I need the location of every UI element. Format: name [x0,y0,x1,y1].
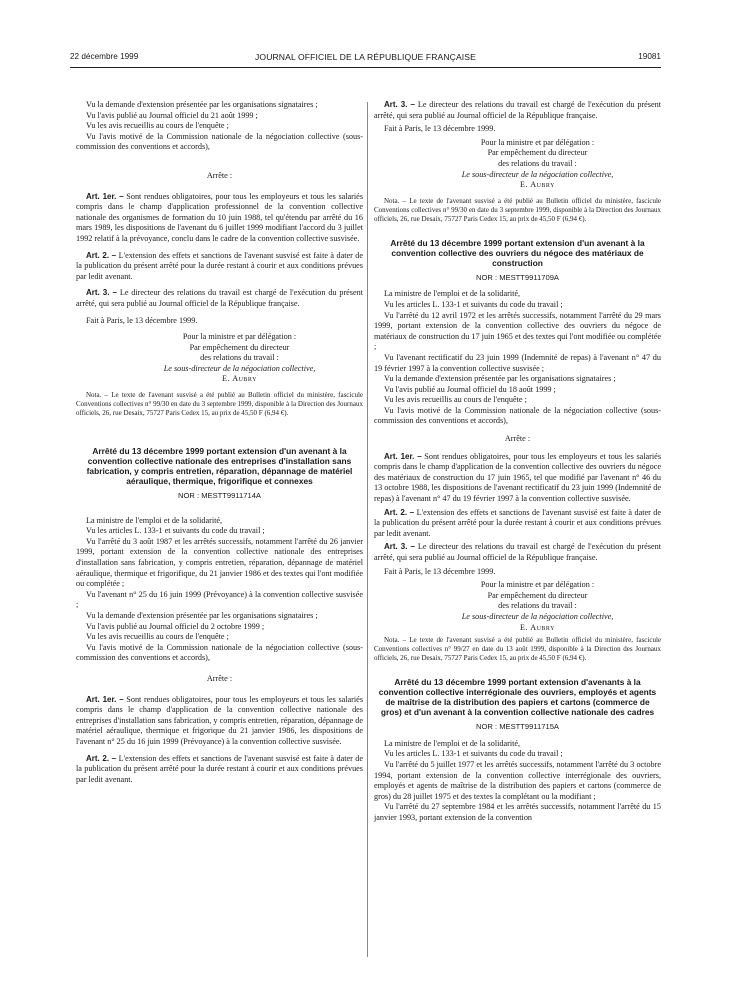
header-page-number: 19081 [638,52,661,61]
article [76,251,363,283]
article-label: Art. 1er. – [86,191,124,201]
article-label: Art. 2. – [384,507,415,517]
signatory-name: E. Aubry [520,180,555,190]
signature-line: Pour la ministre et par délégation : [480,580,595,590]
article-text: Le directeur des relations du travail est chargé de l'exécution du présent arrêté, qui sera publié au Journal officiel de la République française. [374,542,661,562]
article [76,192,363,245]
article-text: L'extension des effets et sanctions de l'avenant susvisé est faite à dater de la publication du présent arrêté pour la durée restant à courir et aux conditions prévues par ledit avenant. [76,753,364,784]
paragraph: Vu l'avenant n° 25 du 16 juin 1999 (Prévoyance) à la convention collective susvisée ; [76,589,363,610]
paragraph: Vu l'arrêté du 27 septembre 1984 et les arrêtés successifs, notamment l'arrêté du 15 janvier 1993, portant extension de la convention [374,802,661,822]
paragraph: Vu l'avis publié au Journal officiel du 18 août 1999 ; [384,384,556,394]
left-column [76,100,363,785]
paragraph: Vu les avis recueillis au cours de l'enquête ; [86,632,229,642]
page-header [70,52,661,66]
arrete-heading: Arrête : [206,170,233,180]
paragraph: Vu les articles L. 133-1 et suivants du code du travail ; [384,749,563,759]
signatory-name: E. Aubry [520,622,555,632]
paragraph: Vu l'avis publié au Journal officiel du 21 août 1999 ; [86,110,258,120]
decree-title: Arrêté du 13 décembre 1999 portant extension d'un avenant à la convention collective nationale des entreprises d'installation sans fabrication, y compris entretien, réparation, dépannage de matériel aéraulique, thermique, frigorifique et connexes [86,446,353,487]
article [374,542,661,563]
paragraph: Vu l'avis motivé de la Commission nationale de la négociation collective (sous-commission des conventions et accords), [374,405,661,426]
paragraph: Vu l'arrêté du 5 juillet 1977 et les arrêtés successifs, notamment l'arrêté du 3 octobre 1994, portant extension de la convention collective interrégionale des ouvriers, employés et agents de maîtrise de la distribution des papiers et cartons (commerce de gros) du 28 juillet 1975 et des textes la complétant ou la modifiant ; [374,759,661,801]
paragraph: Vu la demande d'extension présentée par les organisations signataires ; [384,374,616,384]
signatory-name: E. Aubry [222,374,257,384]
paragraph: Vu l'avis motivé de la Commission nationale de la négociation collective (sous-commission des conventions et accords), [76,131,363,152]
place-date: Fait à Paris, le 13 décembre 1999. [384,566,496,576]
nor-reference: NOR : MESTT9911709A [475,272,559,282]
paragraph: La ministre de l'emploi et de la solidarité, [384,289,521,299]
article-label: Art. 1er. – [384,451,422,461]
signature-line: des relations du travail : [498,601,577,611]
signature-line: Pour la ministre et par délégation : [480,137,595,147]
signature-line: Par empêchement du directeur [487,590,588,600]
article-text: Le directeur des relations du travail est chargé de l'exécution du présent arrêté, qui sera publié au Journal officiel de la République française. [76,288,363,308]
paragraph: Vu les articles L. 133-1 et suivants du code du travail ; [86,526,265,536]
nota: Nota. – Le texte de l'avenant susvisé a été publié au Bulletin officiel du ministère, fascicule Conventions collectives n° 99/30 en date du 3 septembre 1999, disponible à la Direction des Journaux officiels, 26, rue Desaix, 75727 Paris Cedex 15, au prix de 45,50 F (6,94 €). [76,391,363,418]
paragraph: Vu la demande d'extension présentée par les organisations signataires ; [86,100,318,109]
article-label: Art. 3. – [86,288,117,298]
column-divider [367,102,368,957]
paragraph: Vu les articles L. 133-1 et suivants du code du travail ; [384,299,563,309]
arrete-heading: Arrête : [206,673,233,683]
paragraph: Vu l'avis motivé de la Commission nationale de la négociation collective (sous-commission des conventions et accords), [76,642,363,663]
signature-line: des relations du travail : [498,158,577,168]
article [76,288,363,309]
signature-line: Pour la ministre et par délégation : [182,332,297,342]
paragraph: Vu l'arrêté du 12 avril 1972 et les arrêtés successifs, notamment l'arrêté du 29 mars 1999, portant extension de la convention collective des ouvriers du négoce de matériaux de construction du 17 juin 1965 et des textes qui l'ont modifiée ou complétée ; [374,310,661,352]
signature-line: Le sous-directeur de la négociation collective, [461,169,614,179]
article-text: Le directeur des relations du travail est chargé de l'exécution du présent arrêté, qui sera publié au Journal officiel de la République française. [374,100,661,120]
article-text: Sont rendues obligatoires, pour tous les employeurs et tous les salariés compris dans le champ d'application professionnel de la convention collective nationale des organismes de formation du 10 juin 1988, tel qu'étendu par arrêté du 16 mars 1989, les dispositions de l'avenant du 6 juillet 1999 modifiant l'accord du 3 juillet 1992 relatif à la prévoyance, conclu dans le cadre de la convention collective susvisée. [76,191,363,243]
article-label: Art. 2. – [86,753,117,763]
article [374,100,661,121]
article-label: Art. 3. – [384,100,415,109]
paragraph: Vu la demande d'extension présentée par les organisations signataires ; [86,611,318,620]
arrete-heading: Arrête : [504,434,531,444]
article [374,452,661,505]
article [76,695,363,748]
signature-line: Par empêchement du directeur [487,148,588,158]
header-journal-title: JOURNAL OFFICIEL DE LA RÉPUBLIQUE FRANÇAISE [255,52,476,62]
paragraph: Vu les avis recueillis au cours de l'enquête ; [384,395,527,405]
header-rule [70,67,661,68]
header-date: 22 décembre 1999 [70,52,139,61]
article-text: L'extension des effets et sanctions de l'avenant susvisé est faite à dater de la publication du présent arrêté pour la durée restant à courir et aux conditions prévues par ledit avenant. [76,250,364,281]
paragraph: Vu l'avenant rectificatif du 23 juin 1999 (Indemnité de repas) à l'avenant n° 47 du 19 février 1997 à la convention collective susvisée ; [374,352,661,373]
nota: Nota. – Le texte de l'avenant susvisé a été publié au Bulletin officiel du ministère, fascicule Conventions collectives n° 99/27 en date du 13 août 1999, disponible à la Direction des Journaux officiels, 26, rue Desaix, 75727 Paris Cedex 15, au prix de 45,50 F (6,94 €). [374,636,661,663]
signature-line: Le sous-directeur de la négociation collective, [163,363,316,373]
paragraph: Vu l'avis publié au Journal officiel du 2 octobre 1999 ; [86,621,265,631]
nor-reference: NOR : MESTT9911715A [475,722,559,732]
signature-line: des relations du travail : [200,353,279,363]
decree-title: Arrêté du 13 décembre 1999 portant extension d'avenants à la convention collective interrégionale des ouvriers, employés et agents de maîtrise de la distribution des papiers et cartons (commerce de gros) et d'un avenant à la convention collective nationale des cadres [378,677,657,718]
place-date: Fait à Paris, le 13 décembre 1999. [86,315,198,325]
paragraph: Vu les avis recueillis au cours de l'enquête ; [86,121,229,131]
article-text: L'extension des effets et sanctions de l'avenant susvisé est faite à dater de la publication du présent arrêté pour la durée restant à courir et aux conditions prévues par ledit avenant. [374,507,662,538]
article-text: Sont rendues obligatoires, pour tous les employeurs et tous les salariés compris dans le champ d'application de la convention collective nationale des entreprises d'installation sans fabrication, y compris entretien, réparation, dépannage de matériel aéraulique, thermique et frigorique du 21 janvier 1986, les dispositions de l'avenant n° 25 du 16 juin 1999 (Prévoyance) à la convention collective susvisée. [76,694,363,746]
nor-reference: NOR : MESTT9911714A [177,491,261,501]
paragraph: La ministre de l'emploi et de la solidarité, [384,738,521,748]
article-label: Art. 2. – [86,250,117,260]
decree-title: Arrêté du 13 décembre 1999 portant extension d'un avenant à la convention collective des ouvriers du négoce des matériaux de construction [390,237,645,268]
article-label: Art. 3. – [384,542,415,552]
signature-line: Par empêchement du directeur [189,342,290,352]
place-date: Fait à Paris, le 13 décembre 1999. [384,124,496,134]
nota: Nota. – Le texte de l'avenant susvisé a été publié au Bulletin officiel du ministère, fascicule Conventions collectives n° 99/30 en date du 3 septembre 1999, disponible à la Direction des Journaux officiels, 26, rue Desaix, 75727 Paris Cedex 15, au prix de 45,50 F (6,94 €). [374,196,661,223]
article-label: Art. 1er. – [86,694,124,704]
paragraph: La ministre de l'emploi et de la solidarité, [86,515,223,525]
article-text: Sont rendues obligatoires, pour tous les employeurs et tous les salariés compris dans le champ d'application de la convention collective des ouvriers du négoce des matériaux de construction du 17 juin 1965, tel que modifié par l'avenant n° 46 du 13 octobre 1988, les dispositions de l'avenant rectificatif du 23 juin 1999 (Indemnité de repas) à l'avenant n° 47 du 19 février 1997 à la convention collective susvisée. [374,451,661,504]
signature-line: Le sous-directeur de la négociation collective, [461,611,614,621]
article [76,754,363,786]
article [374,508,661,540]
paragraph: Vu l'arrêté du 3 août 1987 et les arrêtés successifs, notamment l'arrêté du 26 janvier 1999, portant extension de la convention collective nationale des entreprises d'installation sans fabrication, y compris entretien, réparation, dépannage de matériel aéraulique, thermique et frigorifique, du 21 janvier 1986 et des textes qui l'ont modifiée ou complétée ; [76,536,363,589]
right-column [374,100,661,824]
